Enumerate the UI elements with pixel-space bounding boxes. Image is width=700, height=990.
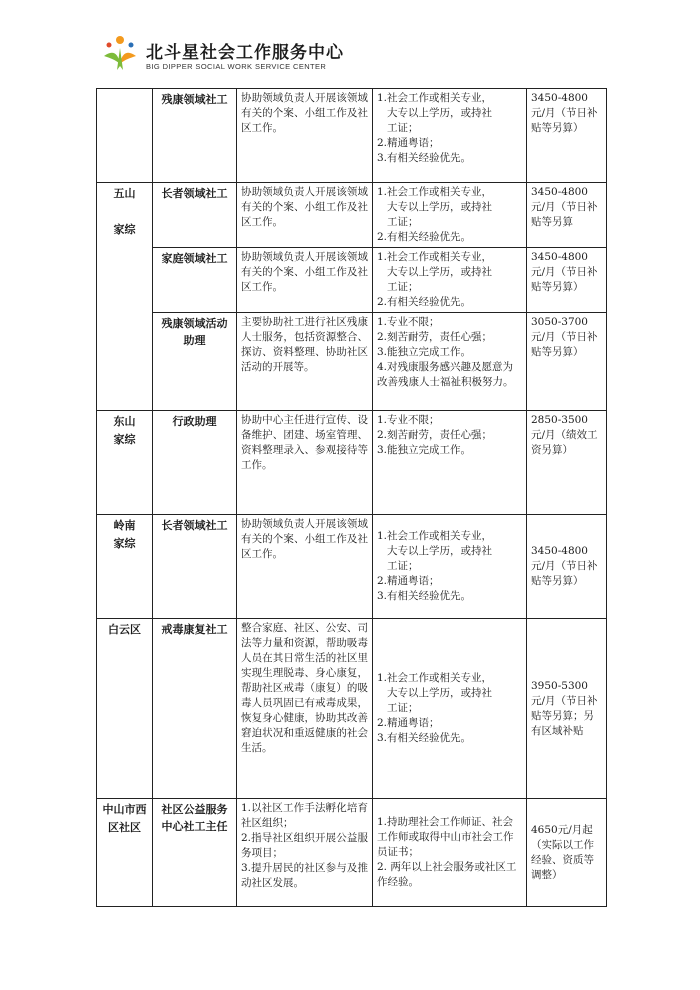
position-cell: 社区公益服务中心社工主任	[153, 799, 237, 907]
requirement-item: 大专以上学历，或持社	[387, 266, 492, 278]
salary-text: 2850-3500元/月（绩效工资另算）	[531, 414, 598, 456]
location-cell	[97, 183, 153, 411]
requirement-item: 3.有相关经验优先。	[377, 732, 472, 744]
requirements-cell	[373, 89, 527, 183]
position-cell: 戒毒康复社工	[153, 619, 237, 799]
requirement-item: 1.社会工作或相关专业，	[377, 251, 493, 263]
requirement-item: 2. 两年以上社会服务或社区工作经验。	[377, 861, 517, 888]
table-row	[97, 248, 607, 313]
requirement-item: 1.社会工作或相关专业，	[377, 92, 493, 104]
duties-cell	[237, 89, 373, 183]
salary-text: 3450-4800元/月（节日补贴等另算）	[531, 545, 598, 587]
requirements-cell	[373, 515, 527, 619]
salary-text: 3950-5300元/月（节日补贴等另算；另有区域补贴	[531, 679, 598, 737]
duties-text: 协助领域负责人开展该领域有关的个案、小组工作及社区工作。	[241, 518, 368, 560]
position-cell: 家庭领域社工	[153, 248, 237, 313]
location-text: 家综	[113, 223, 136, 236]
duties-text: 协助领域负责人开展该领域有关的个案、小组工作及社区工作。	[241, 92, 368, 134]
location-text: 岭南	[113, 519, 136, 532]
salary-cell	[527, 619, 607, 799]
requirement-item: 2.刻苦耐劳，责任心强；	[377, 429, 493, 441]
table-row	[97, 799, 607, 907]
requirement-item: 大专以上学历，或持社	[387, 545, 492, 557]
location-cell	[97, 411, 153, 515]
requirement-item: 1.专业不限；	[377, 414, 440, 426]
requirements-cell	[373, 313, 527, 411]
duties-cell	[237, 411, 373, 515]
table-row	[97, 515, 607, 619]
table-row	[97, 89, 607, 183]
position-cell: 残康领域活动助理	[153, 313, 237, 411]
duties-cell	[237, 799, 373, 907]
requirements-cell	[373, 183, 527, 248]
org-name-en: BIG DIPPER SOCIAL WORK SERVICE CENTER	[146, 62, 327, 71]
location-cell	[97, 515, 153, 619]
location-text: 白云区	[108, 623, 141, 636]
table-row	[97, 619, 607, 799]
duties-text: 2.指导社区组织开展公益服务项目；	[241, 832, 368, 859]
org-header	[100, 34, 460, 78]
requirement-item: 2.精通粤语；	[377, 717, 440, 729]
requirement-item: 1.持助理社会工作师证、社会工作师或取得中山市社会工作员证书；	[377, 816, 514, 858]
requirement-item: 3.有相关经验优先。	[377, 152, 472, 164]
location-cell	[97, 799, 153, 907]
requirements-cell	[373, 411, 527, 515]
requirement-item: 大专以上学历，或持社	[387, 687, 492, 699]
duties-text: 协助领域负责人开展该领域有关的个案、小组工作及社区工作。	[241, 251, 368, 293]
salary-cell	[527, 89, 607, 183]
requirement-item: 4.对残康服务感兴趣及愿意为改善残康人士福祉积极努力。	[377, 361, 514, 388]
location-text: 家综	[113, 537, 136, 550]
salary-text: 3050-3700元/月（节日补贴等另算）	[531, 316, 598, 358]
org-name-cn: 北斗星社会工作服务中心	[146, 43, 344, 63]
salary-cell	[527, 248, 607, 313]
duties-cell	[237, 313, 373, 411]
requirement-item: 大专以上学历，或持社	[387, 107, 492, 119]
requirement-item: 2.精通粤语；	[377, 137, 440, 149]
requirement-item: 工证；	[387, 281, 419, 293]
salary-cell	[527, 183, 607, 248]
duties-text: 1.以社区工作手法孵化培育社区组织；	[241, 802, 368, 829]
requirement-item: 3.有相关经验优先。	[377, 590, 472, 602]
requirement-item: 大专以上学历，或持社	[387, 201, 492, 213]
requirement-item: 工证；	[387, 122, 419, 134]
duties-text: 整合家庭、社区、公安、司法等力量和资源，帮助吸毒人员在其日常生活的社区里实现生理脱毒、身心康复，帮助社区戒毒（康复）的吸毒人员巩固已有戒毒成果，恢复身心健康，协助其改善窘迫状况和重返健康的社会生活。	[241, 622, 368, 754]
requirements-cell	[373, 619, 527, 799]
location-text: 东山	[113, 415, 136, 428]
salary-text: 4650元/月起（实际以工作经验、资质等调整）	[531, 823, 594, 881]
salary-cell	[527, 411, 607, 515]
position-cell: 长者领域社工	[153, 515, 237, 619]
requirement-item: 3.能独立完成工作。	[377, 346, 472, 358]
duties-text: 协助领域负责人开展该领域有关的个案、小组工作及社区工作。	[241, 186, 368, 228]
big-dipper-logo-icon	[100, 34, 140, 74]
duties-text: 协助中心主任进行宣传、设备维护、团建、场室管理、资料整理录入、参观接待等工作。	[241, 414, 368, 471]
duties-cell	[237, 183, 373, 248]
requirement-item: 1.社会工作或相关专业，	[377, 530, 493, 542]
requirement-item: 2.精通粤语；	[377, 575, 440, 587]
table-row	[97, 183, 607, 248]
salary-cell	[527, 515, 607, 619]
location-text: 五山	[113, 187, 136, 200]
location-text: 家综	[113, 433, 136, 446]
requirement-item: 工证；	[387, 560, 419, 572]
salary-text: 3450-4800元/月（节日补贴等另算	[531, 186, 598, 228]
position-cell: 行政助理	[153, 411, 237, 515]
requirement-item: 2.刻苦耐劳，责任心强；	[377, 331, 493, 343]
salary-cell	[527, 313, 607, 411]
requirement-item: 1.社会工作或相关专业，	[377, 672, 493, 684]
requirement-item: 2.有相关经验优先。	[377, 296, 472, 308]
position-cell: 残康领域社工	[153, 89, 237, 183]
requirements-cell	[373, 248, 527, 313]
job-table	[96, 88, 607, 907]
requirement-item: 1.社会工作或相关专业，	[377, 186, 493, 198]
location-cell	[97, 89, 153, 183]
job-table-body	[97, 89, 607, 907]
table-row	[97, 313, 607, 411]
requirement-item: 1.专业不限；	[377, 316, 440, 328]
duties-text: 3.提升居民的社区参与及推动社区发展。	[241, 862, 368, 889]
salary-text: 3450-4800元/月（节日补贴等另算）	[531, 251, 598, 293]
duties-cell	[237, 515, 373, 619]
salary-cell	[527, 799, 607, 907]
requirements-cell	[373, 799, 527, 907]
position-cell: 长者领域社工	[153, 183, 237, 248]
duties-text: 主要协助社工进行社区残康人士服务，包括资源整合、探访、资料整理、协助社区活动的开展等。	[241, 316, 368, 373]
location-text: 中山市西区社区	[102, 803, 147, 834]
salary-text: 3450-4800元/月（节日补贴等另算）	[531, 92, 598, 134]
requirement-item: 2.有相关经验优先。	[377, 231, 472, 243]
requirement-item: 工证；	[387, 702, 419, 714]
location-cell	[97, 619, 153, 799]
duties-cell	[237, 248, 373, 313]
requirement-item: 工证；	[387, 216, 419, 228]
requirement-item: 3.能独立完成工作。	[377, 444, 472, 456]
table-row	[97, 411, 607, 515]
duties-cell	[237, 619, 373, 799]
